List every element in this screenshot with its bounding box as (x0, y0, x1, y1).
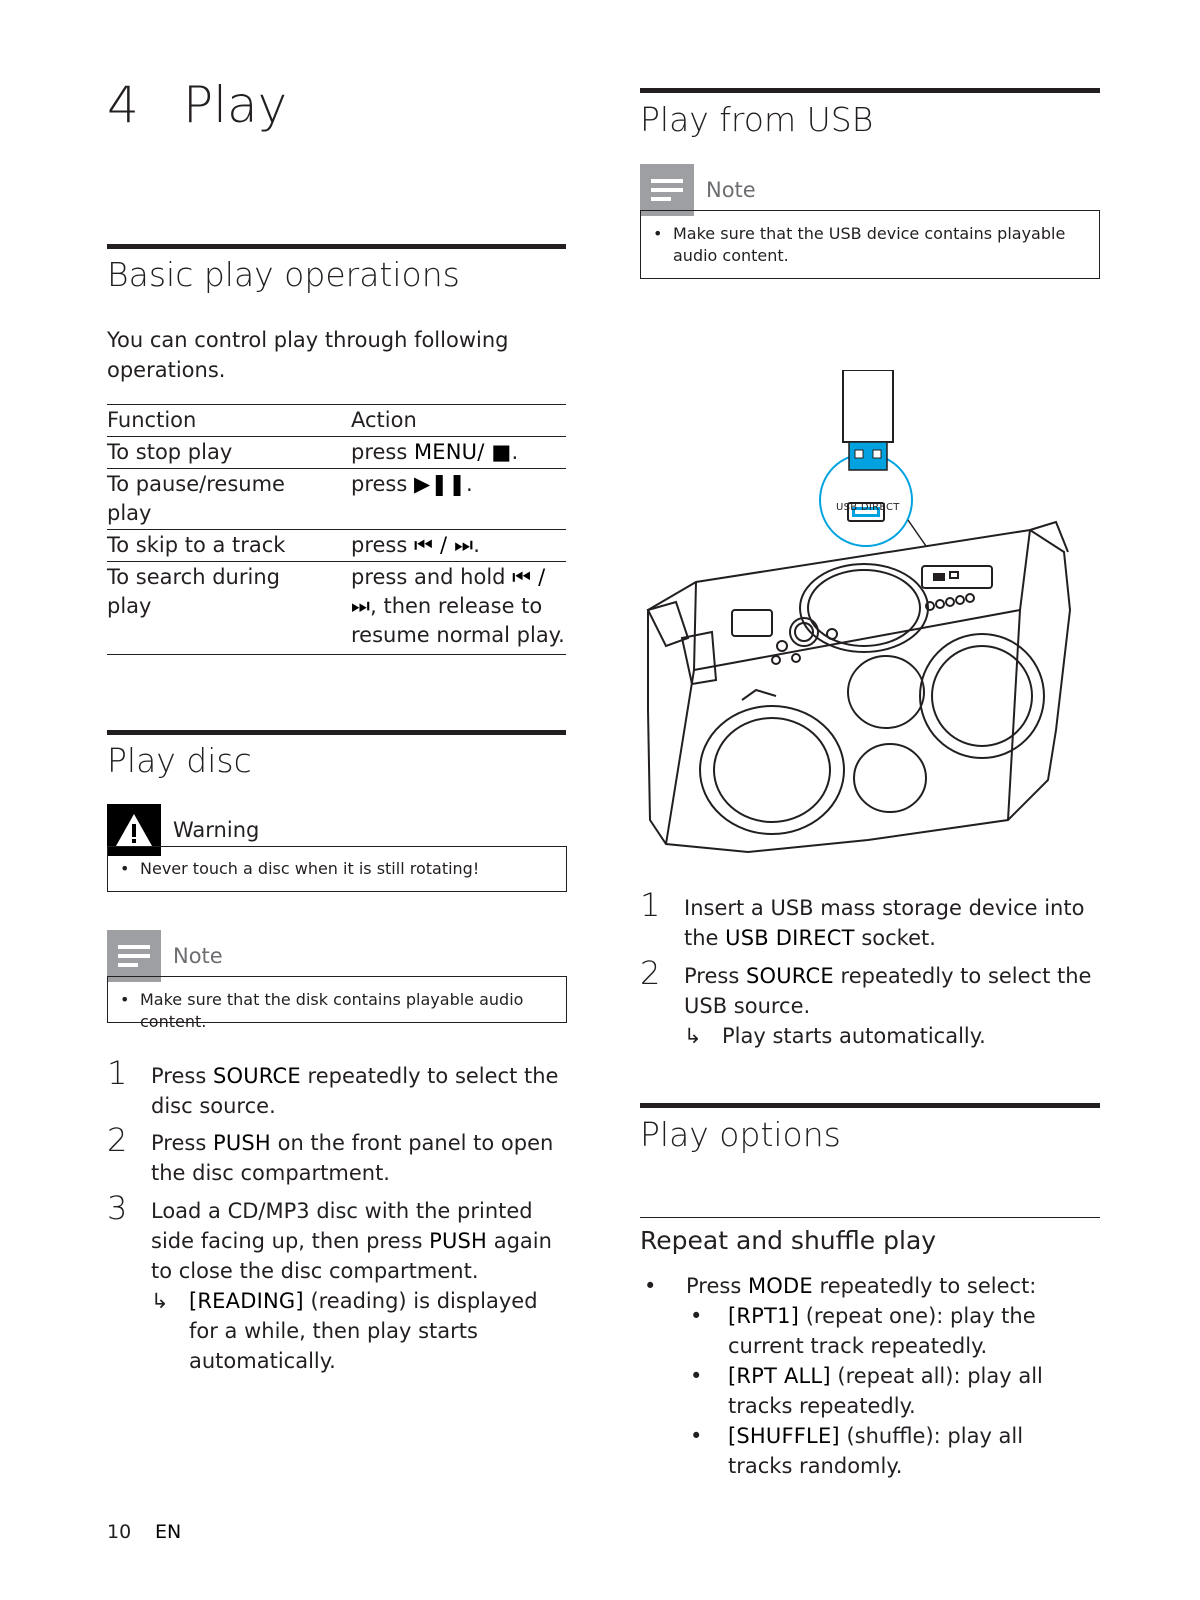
list-item: • [RPT1] (repeat one): play the current track repeatedly. (690, 1304, 1036, 1358)
note-header (107, 930, 223, 982)
section-rule (640, 88, 1100, 93)
page-number: 10 (107, 1521, 132, 1543)
table-row: To pause/resume play press ▶❚❚. (107, 469, 566, 530)
mode-bullet: • Press MODE repeatedly to select: (644, 1274, 1037, 1298)
warning-box: • Never touch a disc when it is still rotating! (107, 846, 567, 892)
basic-heading: Basic play operations (107, 255, 460, 294)
list-item: • [RPT ALL] (repeat all): play all tracks repeatedly. (690, 1364, 1043, 1418)
table-row: To skip to a track press ⏮ / ⏭. (107, 530, 566, 562)
chapter-name: Play (183, 76, 288, 134)
section-rule (107, 730, 566, 735)
basic-intro: You can control play through following operations. (107, 328, 509, 382)
col-action: Action (351, 408, 417, 432)
disc-step-1: 1 Press SOURCE repeatedly to select the disc source. (107, 1054, 559, 1118)
repeat-shuffle-heading: Repeat and shuffle play (640, 1226, 937, 1255)
usb-result: ↳ Play starts automatically. (684, 1021, 1100, 1051)
col-function: Function (107, 408, 197, 432)
subsection-rule (640, 1217, 1100, 1218)
chapter-number: 4 (107, 76, 139, 134)
disc-step-2: 2 Press PUSH on the front panel to open the disc compartment. (107, 1121, 554, 1185)
result-arrow-icon: ↳ (151, 1289, 169, 1313)
operations-table (107, 404, 566, 655)
section-rule (107, 244, 566, 249)
section-rule (640, 1103, 1100, 1108)
result-arrow-icon: ↳ (684, 1024, 702, 1048)
usb-step-1: 1 Insert a USB mass storage device into the USB DIRECT socket. (640, 886, 1085, 950)
note-box: • Make sure that the USB device contains playable audio content. (640, 210, 1100, 279)
page-footer (107, 1521, 181, 1543)
table-row: To search during play press and hold ⏮ / ⏭, then release to resume normal play. (107, 562, 566, 655)
disc-step-3: 3 Load a CD/MP3 disc with the printed side facing up, then press PUSH again to close the disc compartment. ↳ [READING] (reading) is displayed for a while, then play starts automatically. (107, 1196, 566, 1376)
warning-label: Warning (173, 818, 260, 842)
usb-socket-label: USB DIRECT (836, 502, 900, 513)
note-label: Note (173, 944, 223, 968)
usb-step-2: 2 Press SOURCE repeatedly to select the USB source. ↳ Play starts automatically. (640, 961, 1100, 1051)
note-header (640, 164, 756, 216)
list-item: • [SHUFFLE] (shuffle): play all tracks randomly. (690, 1424, 1024, 1478)
note-icon (640, 164, 694, 216)
usb-heading: Play from USB (640, 100, 874, 139)
note-icon (107, 930, 161, 982)
language-code: EN (155, 1521, 182, 1543)
note-label: Note (706, 178, 756, 202)
disc-result: ↳ [READING] (reading) is displayed for a while, then play starts automatically. (151, 1286, 566, 1376)
disc-heading: Play disc (107, 741, 252, 780)
table-row: To stop play press MENU/ ■. (107, 437, 566, 469)
table-header-row (107, 405, 566, 437)
note-box: • Make sure that the disk contains playable audio content. (107, 976, 567, 1023)
options-heading: Play options (640, 1115, 841, 1154)
usb-device-illustration (636, 370, 1086, 860)
chapter-title (107, 76, 287, 134)
